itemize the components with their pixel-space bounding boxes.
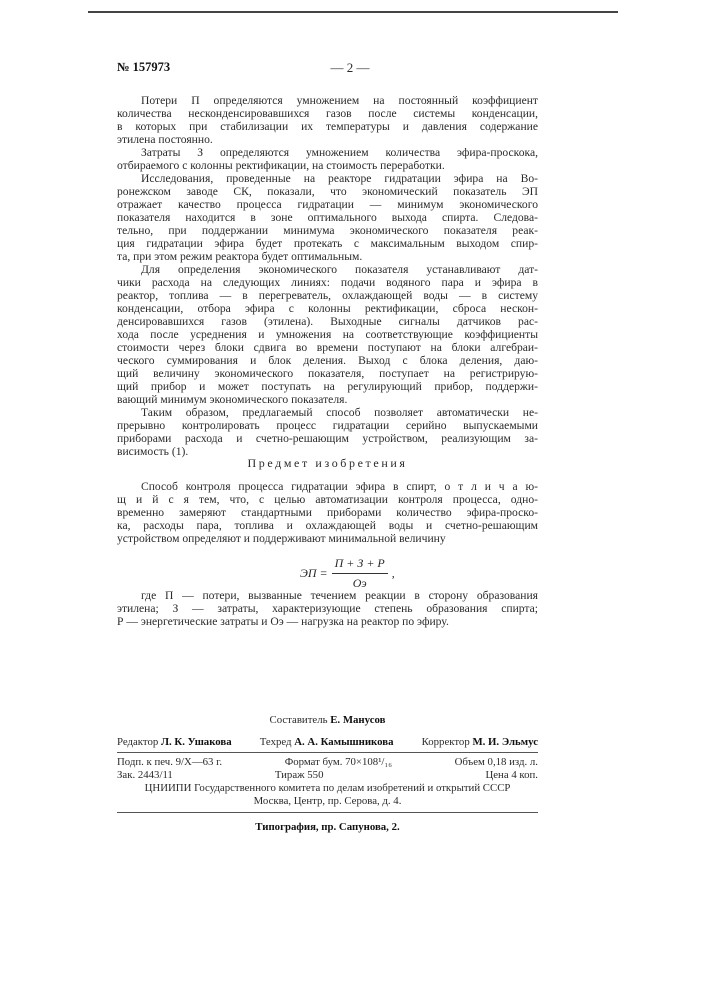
text-line: висимость (1). [117, 445, 538, 458]
text-line: этилена; З — затраты, характеризующие степень образования спирта; [117, 602, 538, 615]
text-line: щ и й с я тем, что, с целью автоматизации контроля процесса, одно- [117, 493, 538, 506]
paragraph-losses [117, 94, 538, 146]
text-line: Р — энергетические затраты и Оэ — нагрузка на реактор по эфиру. [117, 615, 538, 628]
text-line: прерывно контролировать процесс гидратации серийно выпускаемыми [117, 419, 538, 432]
text-line: отражает качество процесса гидратации — минимум экономического [117, 198, 538, 211]
text-line: ронежском заводе СК, показали, что экономический показатель ЭП [117, 185, 538, 198]
claims-heading: Предмет изобретения [117, 456, 538, 471]
formula-lhs: ЭП = [300, 566, 328, 581]
text-line: отбираемого с колонны ректификации, на стоимость переработки. [117, 159, 538, 172]
paragraph-sensors [117, 263, 538, 406]
text-line: ция гидратации эфира будет протекать с максимальным выходом спир- [117, 237, 538, 250]
text-line: конденсации, отбора эфира с колонны ректификации, сброса нескон- [117, 302, 538, 315]
text-line: Таким образом, предлагаемый способ позволяет автоматически не- [117, 406, 538, 419]
text-line: реактор, топлива — в перегреватель, охлаждающей воды — в систему [117, 289, 538, 302]
imprint-rule-top [117, 752, 538, 753]
formula-trail: , [392, 566, 395, 581]
paper-format: Формат бум. 70×108¹/₁₆ [285, 756, 392, 769]
staff-line [117, 736, 538, 749]
text-line: денсировавшихся газов (этилена). Выходные сигналы датчиков рас- [117, 315, 538, 328]
text-line: количества несконденсировавшихся газов после системы конденсации, [117, 107, 538, 120]
address: Москва, Центр, пр. Серова, д. 4. [117, 795, 538, 808]
patent-number: № 157973 [117, 60, 170, 75]
text-line: ческого суммирования и блок деления. Выход с блока деления, даю- [117, 354, 538, 367]
formula-legend [117, 589, 538, 628]
corrector-name: М. И. Эльмус [472, 736, 538, 748]
price: Цена 4 коп. [485, 769, 538, 782]
compiler-line [117, 714, 538, 727]
printer-name: Типография, пр. Сапунова, 2. [255, 821, 399, 833]
text-line: щий прибор и может поступать на регулирующий прибор, поддержи- [117, 380, 538, 393]
imprint-rule-bottom [117, 812, 538, 813]
text-line: Затраты З определяются умножением количества эфира-проскока, [117, 146, 538, 159]
text-line: та, при этом режим реактора будет оптимальным. [117, 250, 538, 263]
text-line: ка, расходы пара, топлива и охлаждающей воды и счетно-решающим [117, 519, 538, 532]
formula-numerator: П + З + Р [332, 556, 388, 574]
publication-details [117, 756, 538, 808]
text-line: хода после усреднения и умножения на соответствующие коэффициенты [117, 328, 538, 341]
paragraph-conclusion [117, 406, 538, 458]
text-line: Исследования, проведенные на реакторе гидратации эфира на Во- [117, 172, 538, 185]
circulation: Тираж 550 [275, 769, 324, 782]
corrector [422, 736, 538, 749]
claim-paragraph [117, 480, 538, 545]
text-line: стоимости через блоки сдвига во времени поступают на блоки алгебраи- [117, 341, 538, 354]
editor-name: Л. К. Ушакова [161, 736, 232, 748]
signed-date: Подп. к печ. 9/X—63 г. [117, 756, 222, 769]
printer [117, 821, 538, 834]
paragraph-research [117, 172, 538, 263]
formula [300, 556, 395, 591]
text-line: Потери П определяются умножением на постоянный коэффициент [117, 94, 538, 107]
text-line: устройством определяют и поддерживают минимальной величину [117, 532, 538, 545]
organization: ЦНИИПИ Государственного комитета по делам изобретений и открытий СССР [117, 782, 538, 795]
techred [260, 736, 394, 749]
page-number: — 2 — [300, 60, 400, 76]
text-line: временно замеряют стандартными приборами количество эфира-проско- [117, 506, 538, 519]
formula-denominator: Оэ [353, 574, 367, 591]
text-line: тельно, при поддержании минимума экономического показателя реак- [117, 224, 538, 237]
techred-name: А. А. Камышникова [294, 736, 393, 748]
compiler-label: Составитель [270, 714, 328, 726]
text-line: где П — потери, вызванные течением реакции в сторону образования [117, 589, 538, 602]
order-number: Зак. 2443/11 [117, 769, 173, 782]
editor [117, 736, 232, 749]
volume: Объем 0,18 изд. л. [455, 756, 538, 769]
text-line: показателя находится в зоне оптимального выхода спирта. Следова- [117, 211, 538, 224]
text-line: вающий минимум экономического показателя. [117, 393, 538, 406]
text-line: Способ контроля процесса гидратации эфира в спирт, о т л и ч а ю- [117, 480, 538, 493]
text-line: в которых при стабилизации их температуры и давления содержание [117, 120, 538, 133]
text-line: щий величину экономического показателя, поступает на регистрирую- [117, 367, 538, 380]
text-line: приборами расхода и счетно-решающим устройством, реализующим за- [117, 432, 538, 445]
formula-fraction [332, 556, 388, 591]
paragraph-costs [117, 146, 538, 172]
corrector-label: Корректор [422, 736, 470, 748]
text-line: чики расхода на следующих линиях: подачи водяного пара и эфира в [117, 276, 538, 289]
text-line: этилена постоянно. [117, 133, 538, 146]
editor-label: Редактор [117, 736, 158, 748]
top-border-rule [88, 11, 618, 13]
compiler-name: Е. Манусов [330, 714, 385, 726]
techred-label: Техред [260, 736, 292, 748]
text-line: Для определения экономического показателя устанавливают дат- [117, 263, 538, 276]
